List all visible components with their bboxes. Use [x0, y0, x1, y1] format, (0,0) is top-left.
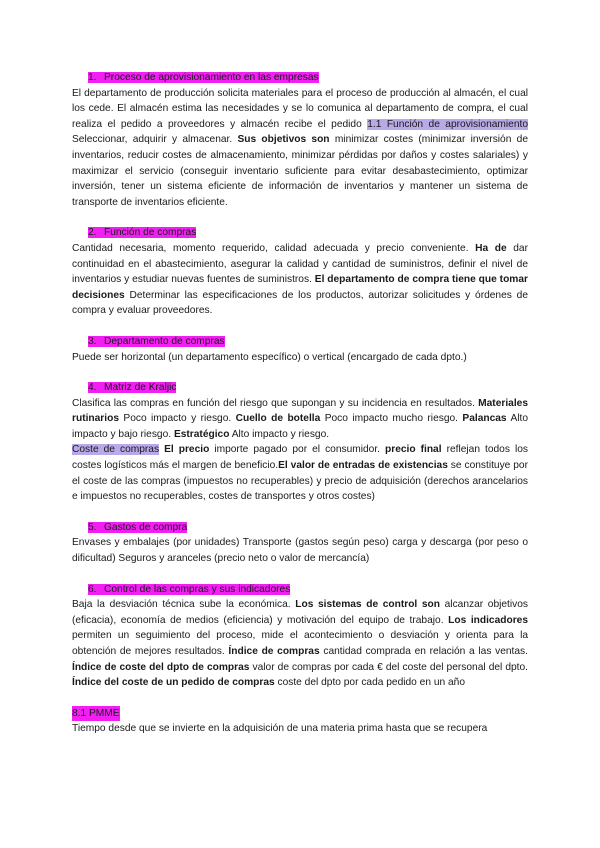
section-body: Tiempo desde que se invierte en la adquisición de una materia prima hasta que se recupera: [72, 723, 488, 735]
section-body: Clasifica las compras en función del riesgo que supongan y su incidencia en resultados. Materiales rutinarios Poco impacto y riesgo. Cuello de botella Poco impacto mucho riesgo. Palancas Alto impacto y bajo riesgo. Estratégico Alto impacto y riesgo.: [72, 397, 528, 440]
section-heading: [72, 582, 528, 598]
section-body: Puede ser horizontal (un departamento específico) o vertical (encargado de cada dpto.): [72, 351, 467, 363]
section-8-1: [72, 706, 528, 737]
heading-highlight: 5. Gastos de compra: [88, 521, 188, 533]
heading-highlight: 3. Departamento de compras: [88, 335, 225, 347]
heading-title: Función de compras: [104, 227, 197, 239]
document-content: [72, 70, 528, 752]
heading-highlight: 1. Proceso de aprovisionamiento en las empresas: [88, 72, 319, 83]
section-3: [72, 334, 528, 365]
heading-highlight: 4. Matriz de Kraljic: [88, 382, 177, 394]
section-body: Baja la desviación técnica sube la económica. Los sistemas de control son alcanzar objetivos (eficacia), economía de medios (eficiencia) y motivación del equipo de trabajo. Los indicadores permiten un seguimiento del proceso, mide el acontecimiento o desviación y orienta para la obtención de mejores resultados. Índice de compras cantidad comprada en relación a las ventas. Índice de coste del dpto de compras valor de compras por cada € del coste del personal del dpto. Índice del coste de un pedido de compras coste del dpto por cada pedido en un año: [72, 599, 529, 689]
heading-title: Matriz de Kraljic: [104, 382, 177, 394]
subheading: 1.1 Función de aprovisionamiento: [367, 118, 528, 130]
section-6: [72, 582, 528, 691]
section-5: [72, 520, 528, 567]
section-heading: [72, 520, 528, 536]
section-heading: [72, 706, 528, 722]
heading-title: Departamento de compras: [104, 335, 225, 347]
heading-highlight: 6. Control de las compras y sus indicadores: [88, 583, 291, 595]
section-body: Cantidad necesaria, momento requerido, calidad adecuada y precio conveniente. Ha de dar continuidad en el abastecimiento, asegurar la calidad y cantidad de suministros, definir el nivel de inventarios y estudiar nuevas fuentes de suministros. El departamento de compra tiene que tomar decisiones Determinar las especificaciones de los productos, autorizar solicitudes y órdenes de compra y evaluar proveedores.: [72, 242, 528, 317]
section-body-2: Coste de compras El precio importe pagado por el consumidor. precio final reflejan todos los costes logísticos más el margen de beneficio.El valor de entradas de existencias se constituye por el coste de las compras (impuestos no recuperables) y precio de adquisición (derechos arancelarios e impuestos no recuperables, costes de transportes y otros costes): [72, 444, 528, 503]
section-2: [72, 225, 528, 319]
heading-title: 8.1 PMME: [72, 706, 120, 722]
section-4: [72, 380, 528, 505]
section-heading: [72, 225, 528, 241]
section-heading: [72, 380, 528, 396]
section-heading: [72, 70, 528, 86]
section-body: Envases y embalajes (por unidades) Transporte (gastos según peso) carga y descarga (por peso o dificultad) Seguros y aranceles (precio neto o valor de mercancía): [72, 537, 528, 565]
subheading: Coste de compras: [72, 444, 160, 456]
heading-title: Proceso de aprovisionamiento en las empresas: [104, 72, 319, 83]
heading-title: Gastos de compra: [104, 521, 188, 533]
section-1: [72, 70, 528, 210]
heading-highlight: 2. Función de compras: [88, 227, 197, 239]
heading-title: Control de las compras y sus indicadores: [104, 583, 291, 595]
section-heading: [72, 334, 528, 350]
section-body: El departamento de producción solicita materiales para el proceso de producción al almacén, el cual los cede. El almacén estima las necesidades y se lo comunica al departamento de compra, el cual realiza el pedido a proveedores y almacén recibe el pedido 1.1 Función de aprovisionamiento Seleccionar, adquirir y almacenar. Sus objetivos son minimizar costes (minimizar inversión de inventarios, reducir costes de almacenamiento, minimizar pérdidas por daños y costes salariales) y maximizar el servicio (conseguir inventario suficiente para evitar desabastecimiento, optimizar inversión, tener un sistema eficiente de información de inventarios y mantener un sistema de transporte de inventarios eficiente.: [72, 87, 528, 208]
